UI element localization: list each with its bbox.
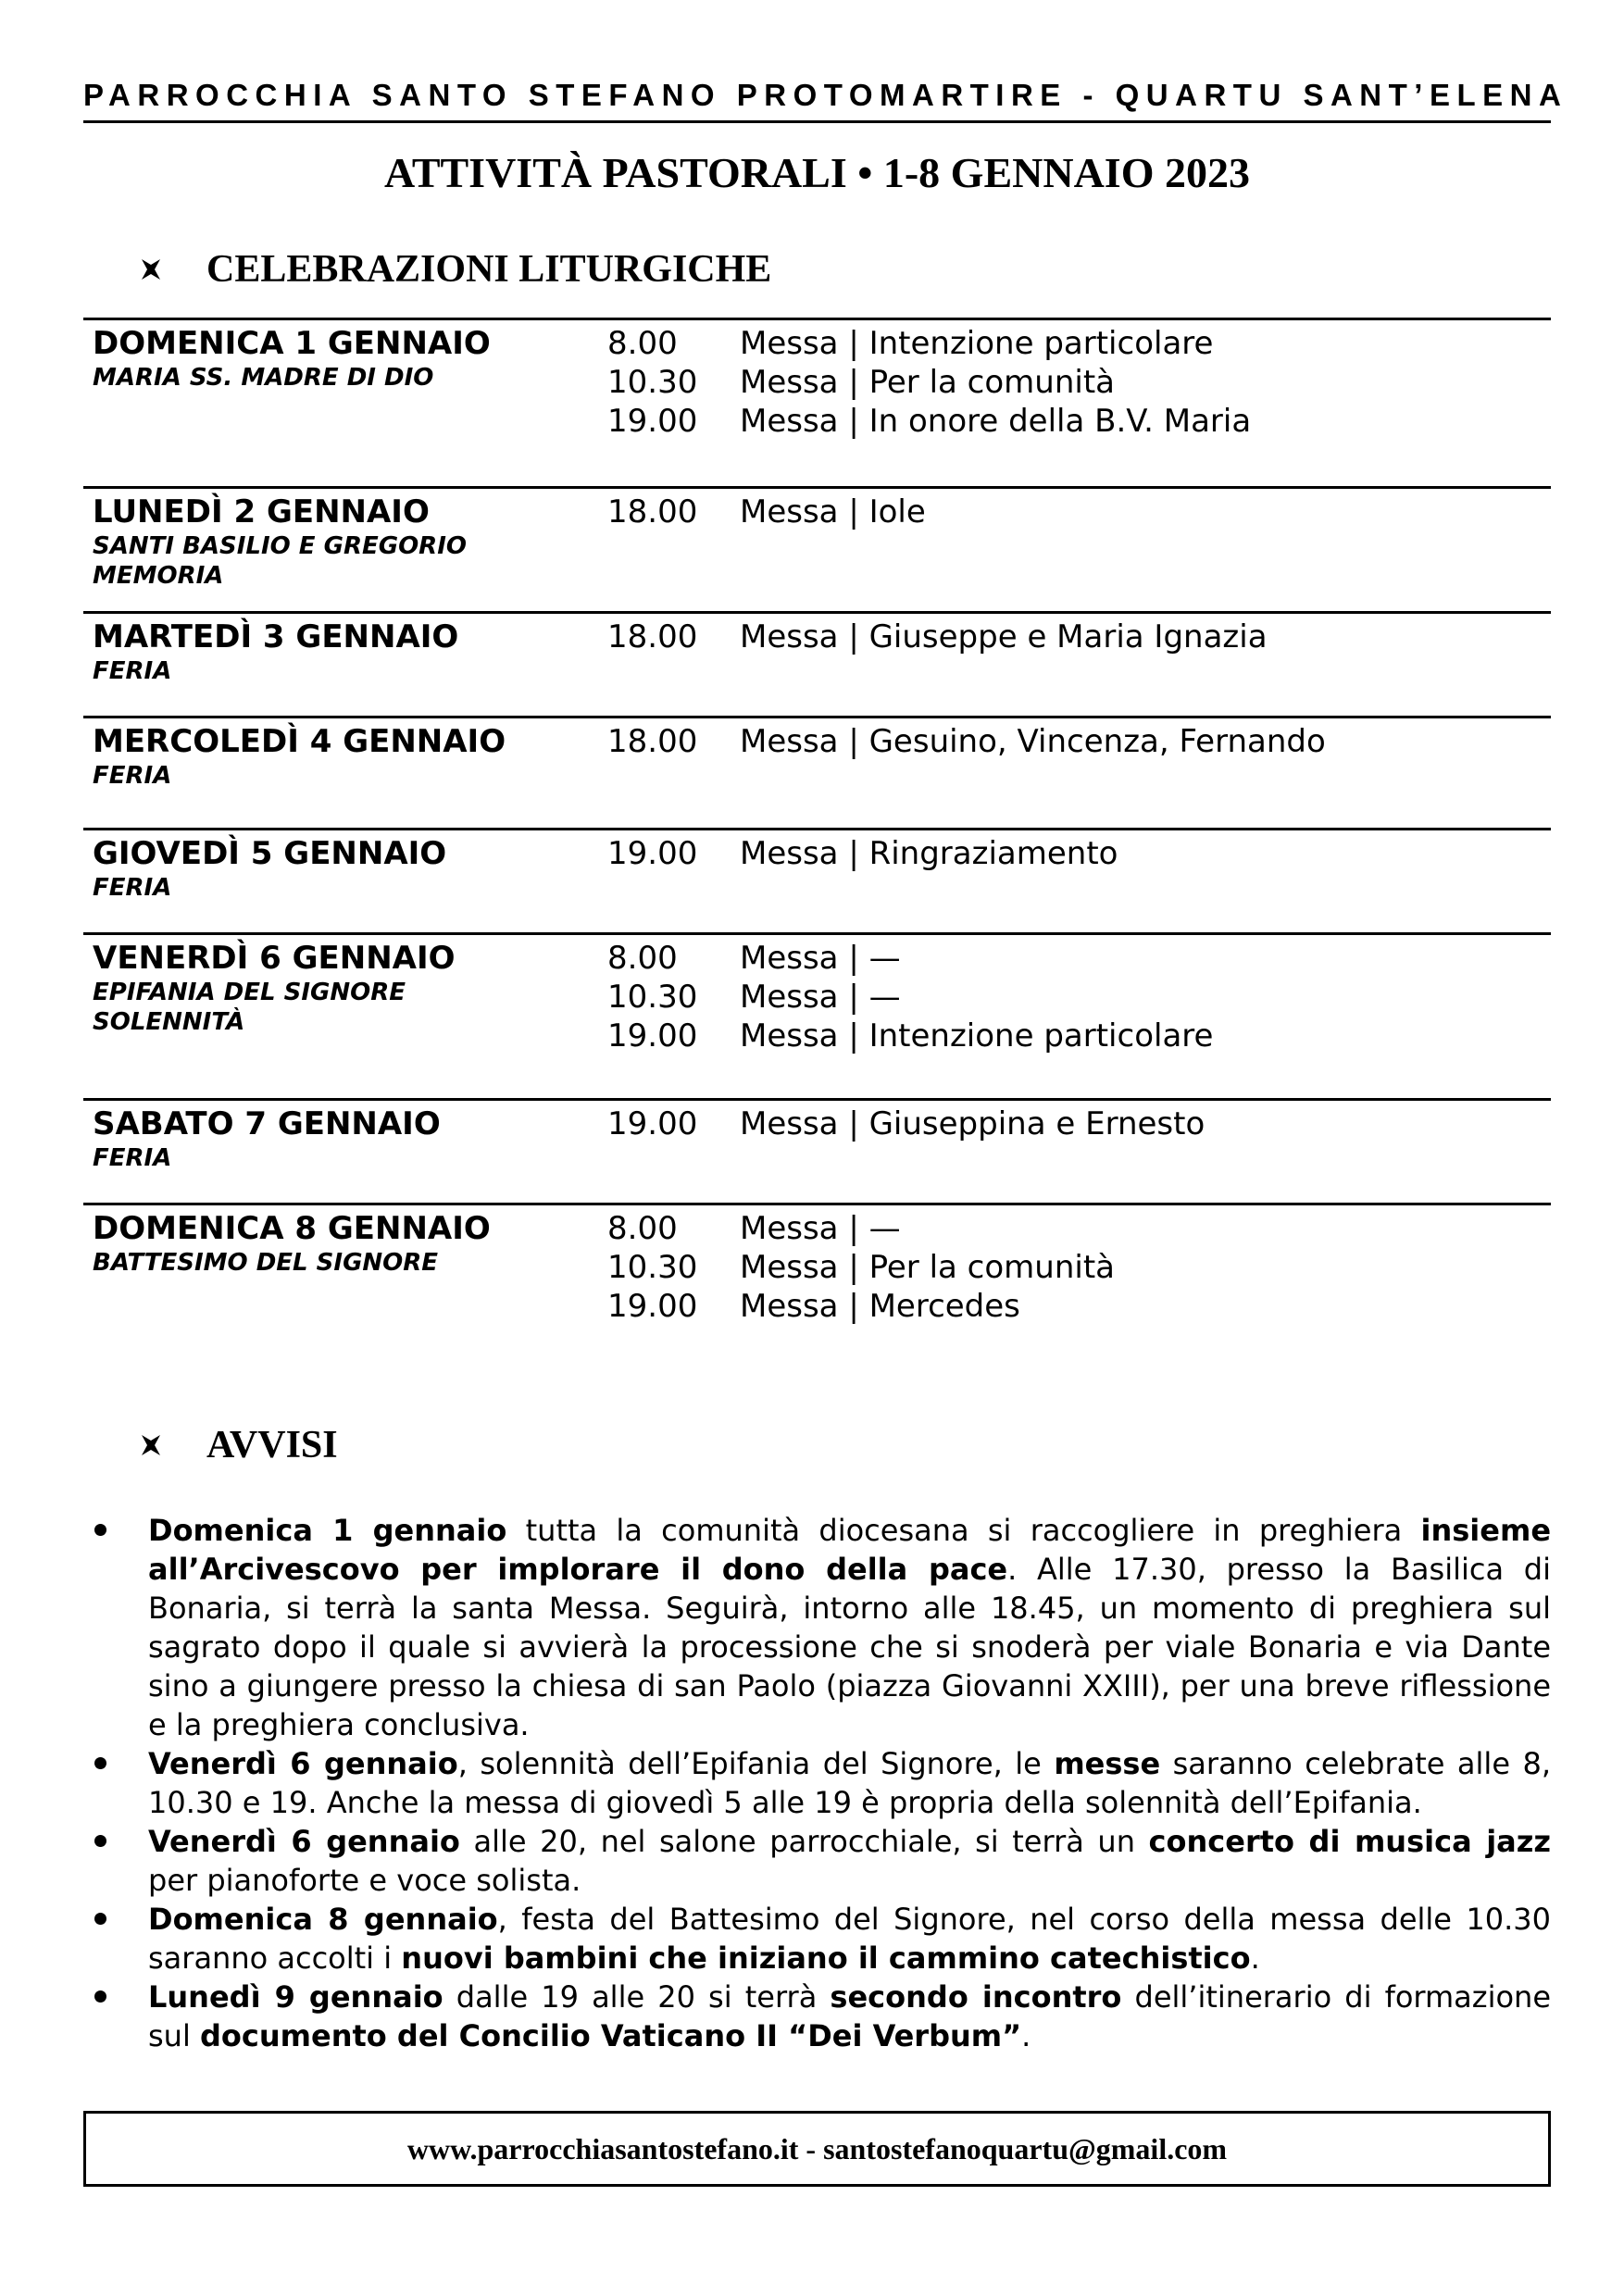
mass-list xyxy=(607,614,1268,716)
mass-entry xyxy=(607,1248,1115,1287)
liturgical-note: SOLENNITÀ xyxy=(93,1008,245,1036)
schedule-row xyxy=(83,828,1551,932)
mass-intention: Messa | — xyxy=(740,1210,901,1247)
footer-contact xyxy=(83,2111,1551,2187)
mass-entry xyxy=(607,363,1251,402)
bullet-icon xyxy=(94,1913,106,1925)
avviso-text: dell’itinerario di formazione sul xyxy=(148,1979,1552,2053)
avviso-highlight: Venerdì 6 gennaio xyxy=(148,1824,460,1859)
celebrations-heading-label: CELEBRAZIONI LITURGICHE xyxy=(206,248,772,291)
avviso-highlight: Venerdì 6 gennaio xyxy=(148,1746,458,1781)
mass-intention: Messa | Intenzione particolare xyxy=(740,325,1214,362)
parish-header: PARROCCHIA SANTO STEFANO PROTOMARTIRE - QUARTU SANT’ELENA xyxy=(83,78,1568,112)
liturgical-note: SANTI BASILIO E GREGORIO xyxy=(93,532,467,560)
day-name: MERCOLEDÌ 4 GENNAIO xyxy=(93,723,506,760)
mass-entry xyxy=(607,1017,1213,1055)
cross-star-icon xyxy=(142,1435,160,1455)
day-name: GIOVEDÌ 5 GENNAIO xyxy=(93,835,447,872)
mass-intention: Messa | Ringraziamento xyxy=(740,835,1118,872)
mass-time: 18.00 xyxy=(607,493,698,530)
page-title: ATTIVITÀ PASTORALI • 1-8 GENNAIO 2023 xyxy=(384,149,1250,196)
mass-entry xyxy=(607,402,1251,441)
liturgical-note: FERIA xyxy=(93,874,172,902)
avviso-text: alle 20, nel salone parrocchiale, si terrà un xyxy=(459,1824,1149,1859)
day-info xyxy=(83,489,607,611)
avviso-highlight: Domenica 8 gennaio xyxy=(148,1902,498,1937)
day-info xyxy=(83,1101,607,1203)
avviso-text: . xyxy=(1021,2018,1031,2053)
avviso-text: . Alle 17.30, presso la Basilica di Bonaria, si terrà la santa Messa. Seguirà, intorno alle 18.45, un momento di preghiera sul sagrato dopo il quale si avvierà la processione che si snoderà per viale Bonaria e via Dante sino a giungere presso la chiesa di san Paolo (piazza Giovanni XXIII), per una breve riflessione e la preghiera conclusiva. xyxy=(148,1552,1551,1742)
day-info xyxy=(83,830,607,932)
celebrations-heading xyxy=(142,242,771,297)
mass-time: 19.00 xyxy=(607,835,698,872)
mass-time: 10.30 xyxy=(607,364,698,401)
avviso-text: , festa del Battesimo del Signore, nel corso della messa delle 10.30 saranno accolti i xyxy=(148,1902,1552,1976)
liturgical-note: MARIA SS. MADRE DI DIO xyxy=(93,364,434,392)
mass-time: 8.00 xyxy=(607,1210,678,1247)
schedule-table xyxy=(83,318,1551,1354)
avviso-highlight: concerto di musica jazz xyxy=(1148,1824,1552,1859)
day-info xyxy=(83,320,607,486)
avviso-text: per pianoforte e voce solista. xyxy=(148,1863,581,1898)
liturgical-note: BATTESIMO DEL SIGNORE xyxy=(93,1249,439,1277)
liturgical-note: FERIA xyxy=(93,762,172,790)
mass-list xyxy=(607,320,1251,486)
schedule-row xyxy=(83,611,1551,716)
mass-time: 10.30 xyxy=(607,1249,698,1286)
liturgical-note: EPIFANIA DEL SIGNORE xyxy=(93,979,406,1006)
avviso-highlight: Lunedì 9 gennaio xyxy=(148,1979,443,2015)
liturgical-note: FERIA xyxy=(93,1144,172,1172)
mass-entry xyxy=(607,324,1251,363)
mass-intention: Messa | Giuseppina e Ernesto xyxy=(740,1105,1206,1142)
mass-list xyxy=(607,1205,1115,1354)
bullet-icon xyxy=(94,1990,106,2003)
mass-entry xyxy=(607,1104,1205,1143)
avviso-highlight: secondo incontro xyxy=(830,1979,1122,2015)
avvisi-heading xyxy=(142,1417,338,1473)
avviso-text: . xyxy=(1250,1940,1260,1976)
mass-intention: Messa | Iole xyxy=(740,493,926,530)
avviso-highlight: insieme all’Arcivescovo per implorare il dono della pace xyxy=(148,1513,1552,1587)
day-info xyxy=(83,1205,607,1354)
day-name: VENERDÌ 6 GENNAIO xyxy=(93,940,456,977)
mass-intention: Messa | Per la comunità xyxy=(740,1249,1115,1286)
mass-intention: Messa | — xyxy=(740,940,901,977)
mass-time: 18.00 xyxy=(607,618,698,655)
mass-time: 19.00 xyxy=(607,1017,698,1054)
schedule-row xyxy=(83,318,1551,486)
header-rule xyxy=(83,120,1551,123)
avviso-highlight: documento del Concilio Vaticano II “Dei Verbum” xyxy=(200,2018,1022,2053)
day-name: SABATO 7 GENNAIO xyxy=(93,1105,441,1142)
mass-entry xyxy=(607,722,1326,761)
avviso-text: , solennità dell’Epifania del Signore, le xyxy=(457,1746,1055,1781)
schedule-row xyxy=(83,716,1551,828)
avviso-text: tutta la comunità diocesana si raccogliere in preghiera xyxy=(506,1513,1421,1548)
day-name: MARTEDÌ 3 GENNAIO xyxy=(93,618,459,655)
mass-time: 8.00 xyxy=(607,940,678,977)
mass-intention: Messa | Giuseppe e Maria Ignazia xyxy=(740,618,1268,655)
bullet-icon xyxy=(94,1757,106,1769)
footer-contact-text: www.parrocchiasantostefano.it - santostefanoquartu@gmail.com xyxy=(406,2131,1228,2165)
schedule-row xyxy=(83,1098,1551,1203)
avviso-text: saranno celebrate alle 8, 10.30 e 19. Anche la messa di giovedì 5 alle 19 è propria della solennità dell’Epifania. xyxy=(148,1746,1552,1820)
day-info xyxy=(83,935,607,1098)
avviso-highlight: messe xyxy=(1054,1746,1161,1781)
mass-entry xyxy=(607,1287,1115,1326)
day-name: LUNEDÌ 2 GENNAIO xyxy=(93,493,430,530)
mass-list xyxy=(607,830,1118,932)
mass-time: 18.00 xyxy=(607,723,698,760)
mass-time: 19.00 xyxy=(607,1105,698,1142)
avviso-item xyxy=(83,1978,1551,2055)
avviso-item xyxy=(83,1744,1551,1822)
mass-intention: Messa | Gesuino, Vincenza, Fernando xyxy=(740,723,1326,760)
avviso-text: dalle 19 alle 20 si terrà xyxy=(443,1979,831,2015)
mass-list xyxy=(607,1101,1205,1203)
mass-time: 19.00 xyxy=(607,1288,698,1325)
cross-star-icon xyxy=(142,259,160,280)
avviso-item xyxy=(83,1511,1551,1744)
mass-entry xyxy=(607,834,1118,873)
bullet-icon xyxy=(94,1524,106,1536)
mass-intention: Messa | Per la comunità xyxy=(740,364,1115,401)
schedule-row xyxy=(83,932,1551,1098)
avvisi-heading-label: AVVISI xyxy=(206,1424,338,1466)
avviso-item xyxy=(83,1900,1551,1978)
mass-time: 19.00 xyxy=(607,403,698,440)
mass-entry xyxy=(607,1209,1115,1248)
day-name: DOMENICA 1 GENNAIO xyxy=(93,325,491,362)
bullet-icon xyxy=(94,1835,106,1847)
day-info xyxy=(83,718,607,828)
mass-intention: Messa | — xyxy=(740,979,901,1016)
mass-list xyxy=(607,489,926,611)
schedule-row xyxy=(83,486,1551,611)
mass-entry xyxy=(607,978,1213,1017)
mass-time: 10.30 xyxy=(607,979,698,1016)
avviso-item xyxy=(83,1822,1551,1900)
mass-intention: Messa | In onore della B.V. Maria xyxy=(740,403,1252,440)
avviso-highlight: nuovi bambini che iniziano il cammino catechistico xyxy=(401,1940,1251,1976)
mass-entry xyxy=(607,939,1213,978)
mass-time: 8.00 xyxy=(607,325,678,362)
avviso-highlight: Domenica 1 gennaio xyxy=(148,1513,507,1548)
mass-list xyxy=(607,718,1326,828)
mass-entry xyxy=(607,618,1268,656)
mass-intention: Messa | Mercedes xyxy=(740,1288,1020,1325)
day-name: DOMENICA 8 GENNAIO xyxy=(93,1210,491,1247)
liturgical-note: FERIA xyxy=(93,657,172,685)
schedule-row xyxy=(83,1203,1551,1354)
mass-entry xyxy=(607,493,926,531)
liturgical-note: MEMORIA xyxy=(93,562,224,590)
day-info xyxy=(83,614,607,716)
avvisi-list xyxy=(83,1511,1551,2055)
mass-intention: Messa | Intenzione particolare xyxy=(740,1017,1214,1054)
mass-list xyxy=(607,935,1213,1098)
